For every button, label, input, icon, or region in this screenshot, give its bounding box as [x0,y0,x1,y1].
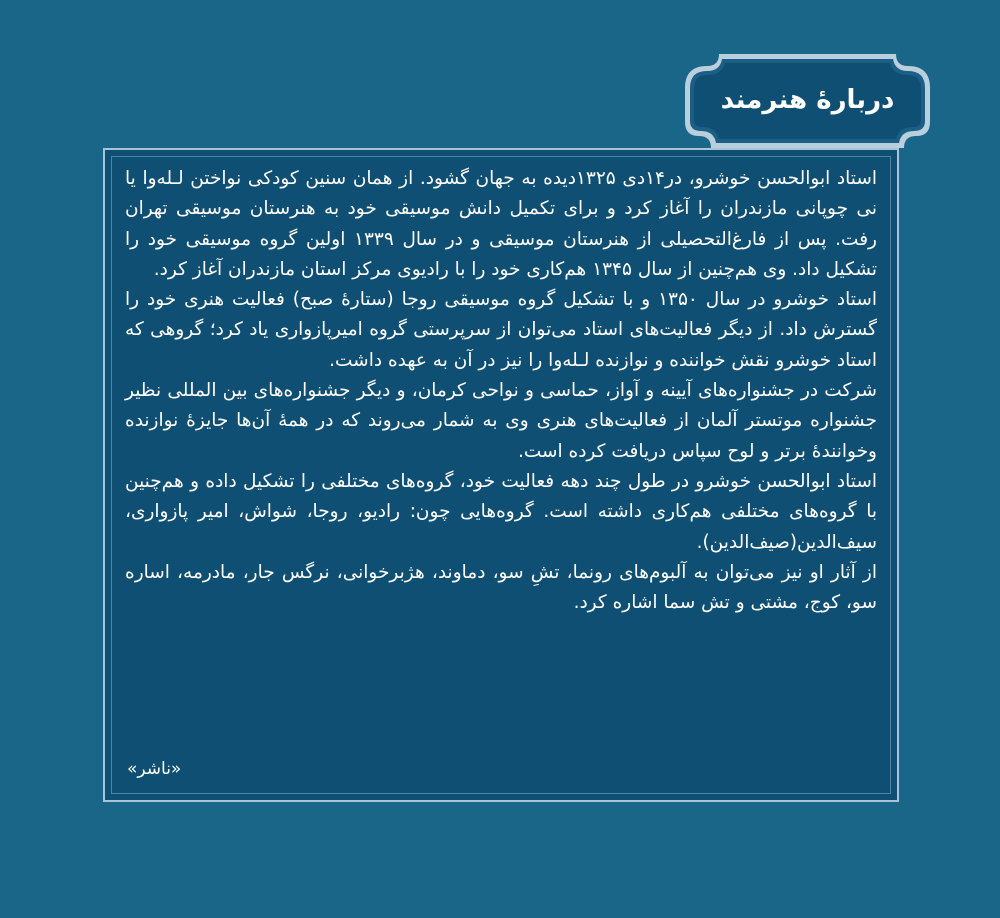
content-panel [103,148,899,802]
paragraph-groups: استاد ابوالحسن خوشرو در طول چند دهه فعالیت خود، گروه‌های مختلفی را تشکیل داده و هم‌چنین با گروه‌های مختلفی هم‌کاری داشته است. گروه‌هایی چون: رادیو، روجا، شواش، امیر پازواری، سیف‌الدین(صیف‌الدین). [125,470,877,553]
paragraph-rouja-group: استاد خوشرو در سال ۱۳۵۰ و با تشکیل گروه موسیقی روجا (ستارهٔ صبح) فعالیت هنری خود را گسترش داد. از دیگر فعالیت‌های استاد می‌توان از سرپرستی گروه امیرپازواری یاد کرد؛ گروهی که استاد خوشرو نقش خواننده و نوازنده لـله‌وا را نیز در آن به عهده داشت. [125,289,877,371]
paragraph-festivals: شرکت در جشنواره‌های آیینه و آواز، حماسی و نواحی کرمان، و دیگر جشنواره‌های بین المللی نظیر جشنواره موتستر آلمان از فعالیت‌های هنری وی به شمار می‌روند که در همهٔ آن‌ها جایزهٔ نوازنده وخوانندهٔ برتر و لوح سپاس دریافت کرده است. [125,380,877,462]
paragraph-birth: استاد ابوالحسن خوشرو، در۱۴دی ۱۳۲۵دیده به جهان گشود. از همان سنین کودکی نواختن لـله‌وا یا نی چوپانی مازندران را آغاز کرد و برای تکمیل دانش موسیقی خود به هنرستان موسیقی تهران رفت. پس از فارغ‌التحصیلی از هنرستان موسیقی و در سال ۱۳۳۹ اولین گروه موسیقی خود را تشکیل داد. وی هم‌چنین از سال ۱۳۴۵ هم‌کاری خود را با رادیوی مرکز استان مازندران آغاز کرد. [125,168,877,280]
paragraph-albums: از آثار او نیز می‌توان به آلبوم‌های رونما، تشِ سو، دماوند، هژبرخوانی، نرگس جار، مادرمه، اساره سو، کوج، مشتی و تش سما اشاره کرد. [125,561,877,614]
page-title: دربارهٔ هنرمند [720,85,895,115]
artist-biography [125,164,877,618]
publisher-credit: «ناشر» [127,759,182,779]
title-tab [683,52,932,149]
